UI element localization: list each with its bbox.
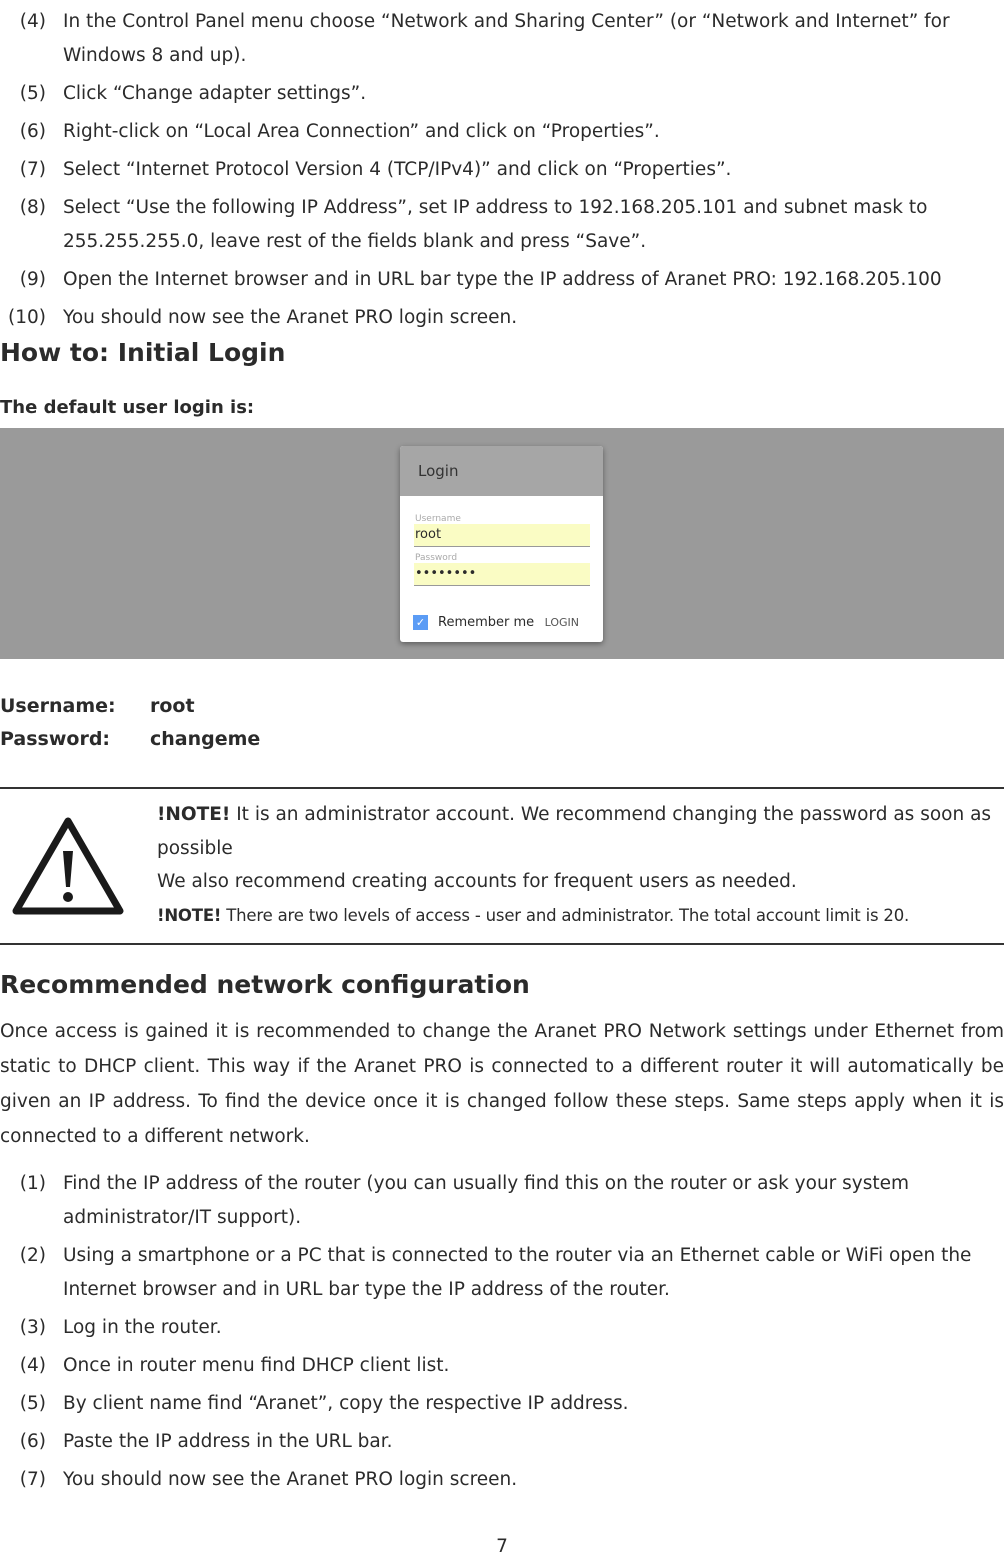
list-text: Once in router menu find DHCP client list. <box>63 1355 450 1376</box>
login-screenshot <box>0 428 1004 659</box>
list-number: (10) <box>8 307 46 328</box>
list-item <box>0 153 984 187</box>
username-value: root <box>150 695 195 717</box>
username-row <box>0 690 195 723</box>
note-label: !NOTE! <box>157 905 222 925</box>
list-item <box>0 263 984 297</box>
list-number: (4) <box>19 11 46 32</box>
note-text: It is an administrator account. We recommend changing the password as soon as possible <box>157 804 992 859</box>
password-label: Password <box>415 553 458 563</box>
list-text: Log in the router. <box>63 1317 222 1338</box>
login-button: LOGIN <box>544 616 579 629</box>
username-field: root <box>414 524 590 547</box>
username-label: Username <box>415 514 461 524</box>
note-text: We also recommend creating accounts for frequent users as needed. <box>157 871 797 892</box>
divider <box>0 943 1004 945</box>
login-title: Login <box>400 446 603 496</box>
list-item <box>0 1311 984 1345</box>
list-text: Open the Internet browser and in URL bar type the IP address of Aranet PRO: 192.168.205.100 <box>63 269 942 290</box>
list-text: Find the IP address of the router (you can usually find this on the router or ask your system administrator/IT support). <box>63 1173 910 1228</box>
list-item <box>0 1167 984 1235</box>
list-text: Using a smartphone or a PC that is connected to the router via an Ethernet cable or WiFi open the Internet browser and in URL bar type the IP address of the router. <box>63 1245 972 1300</box>
steps-bottom <box>0 1167 984 1501</box>
list-number: (5) <box>19 83 46 104</box>
list-item <box>0 1463 984 1497</box>
list-item <box>0 1425 984 1459</box>
list-item <box>0 1387 984 1421</box>
list-text: By client name find “Aranet”, copy the respective IP address. <box>63 1393 629 1414</box>
list-item <box>0 5 984 73</box>
list-number: (9) <box>19 269 46 290</box>
list-text: Paste the IP address in the URL bar. <box>63 1431 393 1452</box>
list-text: You should now see the Aranet PRO login screen. <box>63 1469 518 1490</box>
list-item <box>0 191 984 259</box>
list-text: Click “Change adapter settings”. <box>63 83 367 104</box>
list-item <box>0 1349 984 1383</box>
network-heading: Recommended network configuration <box>0 970 530 999</box>
password-value: changeme <box>150 728 261 750</box>
list-number: (2) <box>19 1245 46 1266</box>
login-card <box>400 446 603 642</box>
password-key: Password: <box>0 728 111 750</box>
list-number: (7) <box>19 159 46 180</box>
network-paragraph: Once access is gained it is recommended to change the Aranet PRO Network settings under Ethernet from static to DHCP client. This way if the Aranet PRO is connected to a different router it will automatically be given an IP address. To find the device once it is changed follow these steps. Same steps apply when it is connected to a different network. <box>0 1021 1004 1147</box>
password-row <box>0 723 260 756</box>
note-text: There are two levels of access - user and administrator. The total account limit is 20. <box>221 905 910 925</box>
warning-icon <box>10 815 126 917</box>
list-number: (7) <box>19 1469 46 1490</box>
list-text: Select “Use the following IP Address”, set IP address to 192.168.205.101 and subnet mask to 255.255.255.0, leave rest of the fields blank and press “Save”. <box>63 197 928 252</box>
note-label: !NOTE! <box>157 804 231 825</box>
list-item <box>0 301 984 335</box>
list-number: (6) <box>19 1431 46 1452</box>
password-field: •••••••• <box>414 563 590 586</box>
list-number: (3) <box>19 1317 46 1338</box>
login-heading: How to: Initial Login <box>0 338 286 367</box>
list-number: (1) <box>19 1173 46 1194</box>
remember-label: Remember me <box>438 615 535 630</box>
remember-checkbox-check-icon: ✓ <box>413 615 428 630</box>
list-item <box>0 115 984 149</box>
list-text: In the Control Panel menu choose “Network and Sharing Center” (or “Network and Internet” for Windows 8 and up). <box>63 11 950 66</box>
list-text: Right-click on “Local Area Connection” and click on “Properties”. <box>63 121 660 142</box>
divider <box>0 787 1004 789</box>
list-item <box>0 77 984 111</box>
login-subheading: The default user login is: <box>0 397 255 418</box>
page-number: 7 <box>496 1536 508 1556</box>
note-block <box>157 798 1004 932</box>
list-item <box>0 1239 984 1307</box>
list-text: Select “Internet Protocol Version 4 (TCP/IPv4)” and click on “Properties”. <box>63 159 732 180</box>
list-number: (8) <box>19 197 46 218</box>
list-number: (6) <box>19 121 46 142</box>
list-number: (5) <box>19 1393 46 1414</box>
list-text: You should now see the Aranet PRO login screen. <box>63 307 518 328</box>
username-key: Username: <box>0 695 116 717</box>
steps-top <box>0 5 984 339</box>
list-number: (4) <box>19 1355 46 1376</box>
